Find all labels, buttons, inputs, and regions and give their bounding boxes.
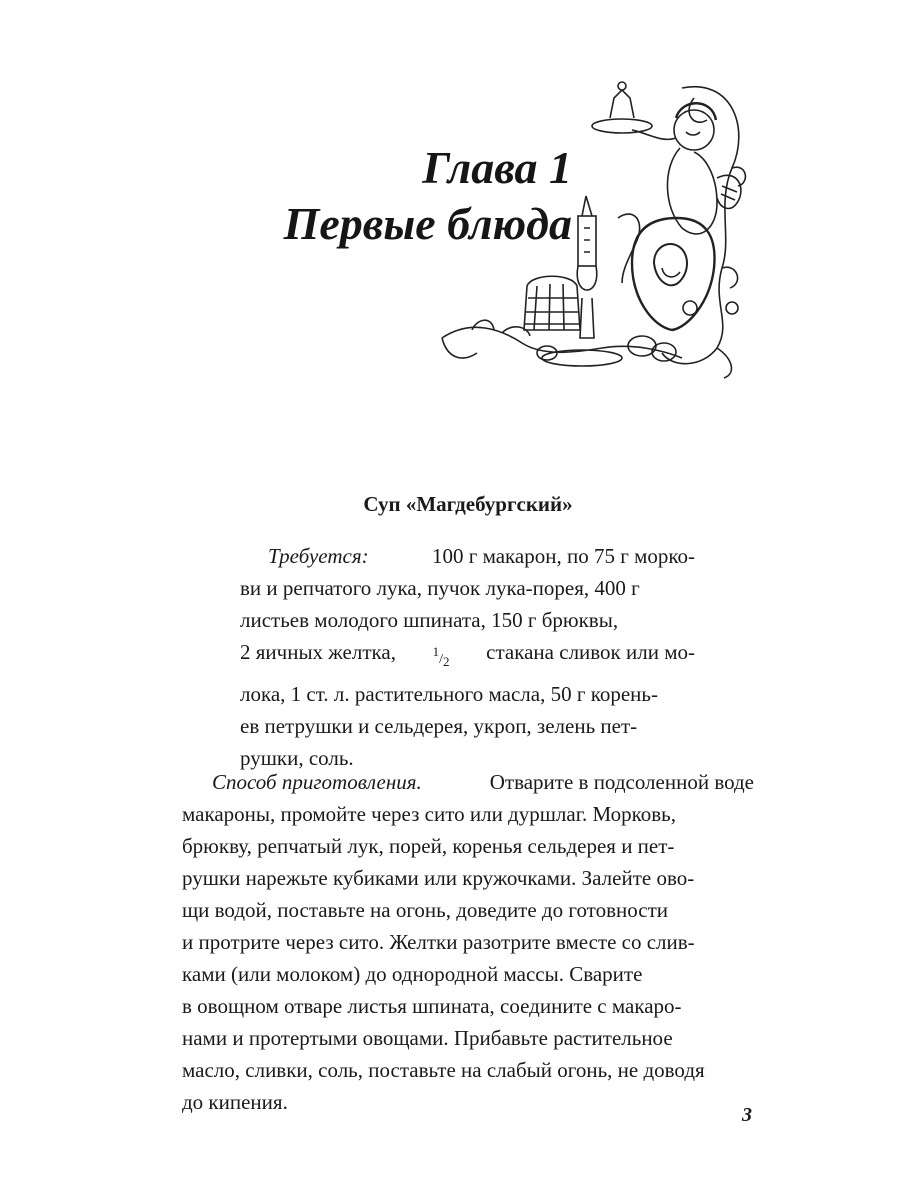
method-line bbox=[182, 1022, 754, 1054]
method-line bbox=[182, 990, 754, 1022]
ingredients-text: рушки, соль. bbox=[240, 746, 354, 770]
method-text: масло, сливки, соль, поставьте на слабый огонь, не доводя bbox=[182, 1058, 705, 1082]
method-text: до кипения. bbox=[182, 1090, 288, 1114]
method-text: брюкву, репчатый лук, порей, коренья сельдерея и пет- bbox=[182, 834, 675, 858]
ingredients-text: ев петрушки и сельдерея, укроп, зелень пет- bbox=[240, 714, 638, 738]
method-line bbox=[182, 862, 754, 894]
method-line bbox=[182, 1086, 754, 1118]
method-text: рушки нарежьте кубиками или кружочками. Залейте ово- bbox=[182, 866, 695, 890]
method-text: в овощном отваре листья шпината, соедините с макаро- bbox=[182, 994, 682, 1018]
method-line bbox=[182, 1054, 754, 1086]
method-text: нами и протертыми овощами. Прибавьте растительное bbox=[182, 1026, 673, 1050]
method-text: и протрите через сито. Желтки разотрите вместе со слив- bbox=[182, 930, 695, 954]
fraction-half bbox=[433, 636, 450, 678]
method-line bbox=[182, 830, 754, 862]
method-text: ками (или молоком) до однородной массы. Сварите bbox=[182, 962, 643, 986]
ingredients-text: 2 яичных желтка, bbox=[240, 640, 396, 664]
page-number: 3 bbox=[742, 1104, 752, 1126]
ingredients-line bbox=[240, 572, 695, 604]
chapter-number: Глава 1 bbox=[422, 142, 572, 193]
ingredients-text: листьев молодого шпината, 150 г брюквы, bbox=[240, 608, 619, 632]
ingredients-label: Требуется: bbox=[268, 544, 369, 568]
ingredients-text: стакана сливок или мо- bbox=[486, 640, 695, 664]
fraction-numerator: 1 bbox=[432, 644, 440, 659]
method-line bbox=[182, 894, 754, 926]
ingredients-text: 100 г макарон, по 75 г морко- bbox=[431, 544, 695, 568]
method-label: Способ приготовления. bbox=[212, 770, 422, 794]
recipe-title: Суп «Магдебургский» bbox=[363, 492, 573, 516]
method-text: макароны, промойте через сито или дуршлаг. Морковь, bbox=[182, 802, 676, 826]
ingredients-line bbox=[240, 710, 695, 742]
method-line bbox=[182, 958, 754, 990]
ingredients-text: лока, 1 ст. л. растительного масла, 50 г корень- bbox=[240, 682, 658, 706]
method-text: щи водой, поставьте на огонь, доведите до готовности bbox=[182, 898, 668, 922]
chapter-name: Первые блюда bbox=[283, 198, 572, 249]
method-line bbox=[182, 798, 754, 830]
method-line bbox=[182, 926, 754, 958]
ingredients-line bbox=[240, 636, 695, 678]
method-paragraph bbox=[182, 766, 754, 1118]
method-text: Отварите в подсоленной воде bbox=[489, 770, 754, 794]
ingredients-line bbox=[240, 678, 695, 710]
ingredients-line bbox=[240, 540, 695, 572]
ingredients-text: ви и репчатого лука, пучок лука-порея, 400 г bbox=[240, 576, 640, 600]
ingredients-paragraph bbox=[240, 540, 695, 774]
method-line bbox=[182, 766, 754, 798]
ingredients-line bbox=[240, 604, 695, 636]
cherub-ornament-icon bbox=[432, 68, 750, 386]
fraction-denominator: 2 bbox=[443, 654, 450, 669]
fraction-slash: / bbox=[439, 652, 444, 667]
